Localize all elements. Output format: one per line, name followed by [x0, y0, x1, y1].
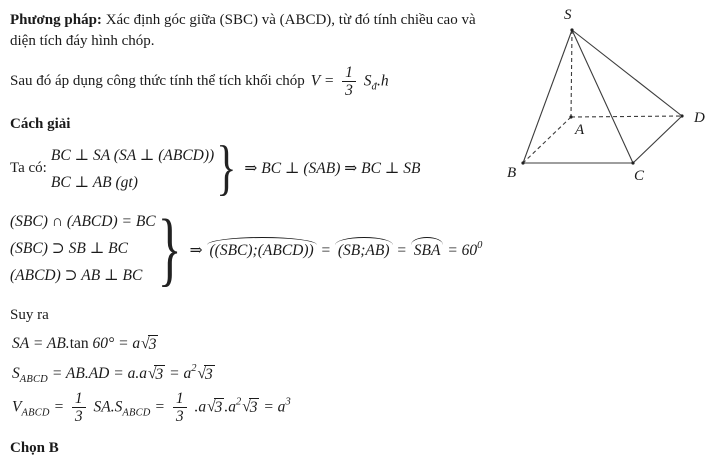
math-text: ⇒ BC ⊥ (SAB) ⇒ BC ⊥ SB [244, 160, 421, 178]
math-text: S [12, 364, 20, 382]
edge-cd [633, 116, 682, 163]
radicand: 3 [249, 399, 258, 417]
volume-formula [311, 64, 389, 100]
vertex-c-dot [631, 161, 634, 164]
math-text: (SBC) ∩ (ABCD) = BC [10, 212, 156, 230]
math-subscript: đ [371, 81, 377, 93]
math-line [10, 235, 156, 262]
math-text: .a [190, 398, 207, 416]
vertex-label-d: D [694, 110, 705, 126]
apply-formula-paragraph [10, 64, 496, 100]
math-text: .h [376, 72, 389, 90]
fraction-denominator: 3 [74, 408, 83, 426]
math-text: ((SBC);(ABCD)) [209, 241, 314, 259]
answer-choice: Chọn B [10, 440, 59, 457]
math-text: V [12, 398, 22, 416]
fraction-numerator: 1 [342, 64, 356, 82]
fraction-numerator: 1 [72, 390, 86, 408]
math-widehat [335, 237, 393, 260]
equation-volume [12, 390, 496, 426]
solution-heading: Cách giải [10, 115, 71, 132]
radical-sign: √ [197, 364, 206, 382]
fraction-denominator: 3 [345, 82, 353, 100]
math-text: = a [165, 364, 192, 382]
edge-ad-dashed [571, 116, 682, 117]
right-brace: } [216, 135, 237, 203]
edge-sa-dashed [571, 30, 572, 117]
vertex-a-dot [569, 115, 572, 118]
vertex-label-b: B [507, 165, 517, 181]
math-fraction [173, 390, 187, 426]
fraction-numerator: 1 [173, 390, 187, 408]
system1-lines [51, 142, 214, 196]
system2-conclusion [190, 237, 483, 260]
solution-text-column [10, 4, 496, 458]
vertex-label-c: C [634, 168, 645, 184]
derivation-system-1 [10, 135, 496, 203]
math-line [51, 169, 214, 196]
system2-lines [10, 208, 156, 289]
edge-sc [572, 30, 633, 163]
equation-sa [12, 335, 496, 354]
radicand: 3 [155, 365, 164, 383]
edge-sb [523, 30, 572, 163]
math-line [10, 208, 156, 235]
math-text: 60° = a [88, 334, 141, 352]
edge-ab-dashed [523, 117, 571, 163]
math-subscript: ABCD [122, 407, 151, 419]
derivation-system-2 [10, 202, 496, 295]
math-text: = [150, 398, 169, 416]
math-sqrt [197, 365, 214, 384]
vertex-label-s: S [564, 7, 572, 23]
math-superscript: 0 [477, 239, 483, 251]
math-superscript: 2 [235, 396, 242, 408]
math-text: ⇒ [189, 241, 207, 259]
math-text: = [49, 398, 68, 416]
math-widehat [207, 237, 317, 260]
math-text: V = [310, 72, 339, 90]
math-text: = AB.AD = a.a [47, 364, 147, 382]
system1-conclusion [244, 159, 420, 178]
apply-text: Sau đó áp dụng công thức tính thể tích khối chóp [10, 73, 305, 90]
radicand: 3 [214, 399, 223, 417]
math-superscript: 2 [191, 362, 197, 374]
vertex-d-dot [680, 114, 683, 117]
math-widehat [411, 237, 444, 260]
math-fraction [342, 64, 356, 100]
radical-sign: √ [141, 334, 150, 352]
math-text: (SB;AB) [337, 241, 390, 259]
math-text: BC ⊥ SA (SA ⊥ (ABCD)) [50, 146, 215, 164]
math-subscript: ABCD [19, 373, 48, 385]
radical-sign: √ [242, 398, 251, 416]
method-text: Xác định góc giữa (SBC) và (ABCD), từ đó tính chiều cao và diện tích đáy hình chóp. [10, 12, 476, 49]
math-subscript: ABCD [21, 407, 50, 419]
math-sqrt [148, 365, 165, 384]
math-text: = [392, 241, 411, 259]
math-text: SA = AB. [12, 334, 70, 352]
right-brace: } [157, 202, 182, 295]
math-sqrt [207, 398, 224, 417]
vertex-b-dot [521, 161, 524, 164]
math-text: S [359, 72, 372, 90]
ta-co-label: Ta có: [10, 160, 47, 177]
radicand: 3 [148, 335, 157, 353]
math-sqrt [141, 335, 158, 354]
math-superscript: 3 [285, 396, 291, 408]
vertex-s-dot [570, 28, 573, 31]
radical-sign: √ [207, 398, 216, 416]
math-sqrt [242, 398, 259, 417]
fraction-denominator: 3 [175, 408, 184, 426]
math-text: SBA [413, 241, 441, 259]
pyramid-diagram [498, 2, 724, 194]
suy-ra-label: Suy ra [10, 306, 49, 323]
radical-sign: √ [147, 364, 157, 382]
method-paragraph [10, 10, 496, 52]
math-text: (SBC) ⊃ SB ⊥ BC [10, 239, 128, 257]
math-text: BC ⊥ AB (gt) [50, 173, 138, 191]
method-label: Phương pháp: [10, 12, 102, 28]
edge-sd [572, 30, 682, 116]
radicand: 3 [204, 365, 213, 383]
math-line [10, 262, 156, 289]
math-text: = a [259, 398, 286, 416]
vertex-label-a: A [575, 122, 585, 138]
math-line [51, 142, 214, 169]
math-fraction [72, 390, 86, 426]
math-text: = 60 [443, 241, 478, 259]
math-roman: tan [69, 334, 89, 352]
equation-area [12, 363, 496, 385]
math-text: = [316, 241, 335, 259]
math-text: .a [224, 398, 236, 416]
math-text: (ABCD) ⊃ AB ⊥ BC [10, 266, 143, 284]
math-text: SA.S [89, 398, 123, 416]
